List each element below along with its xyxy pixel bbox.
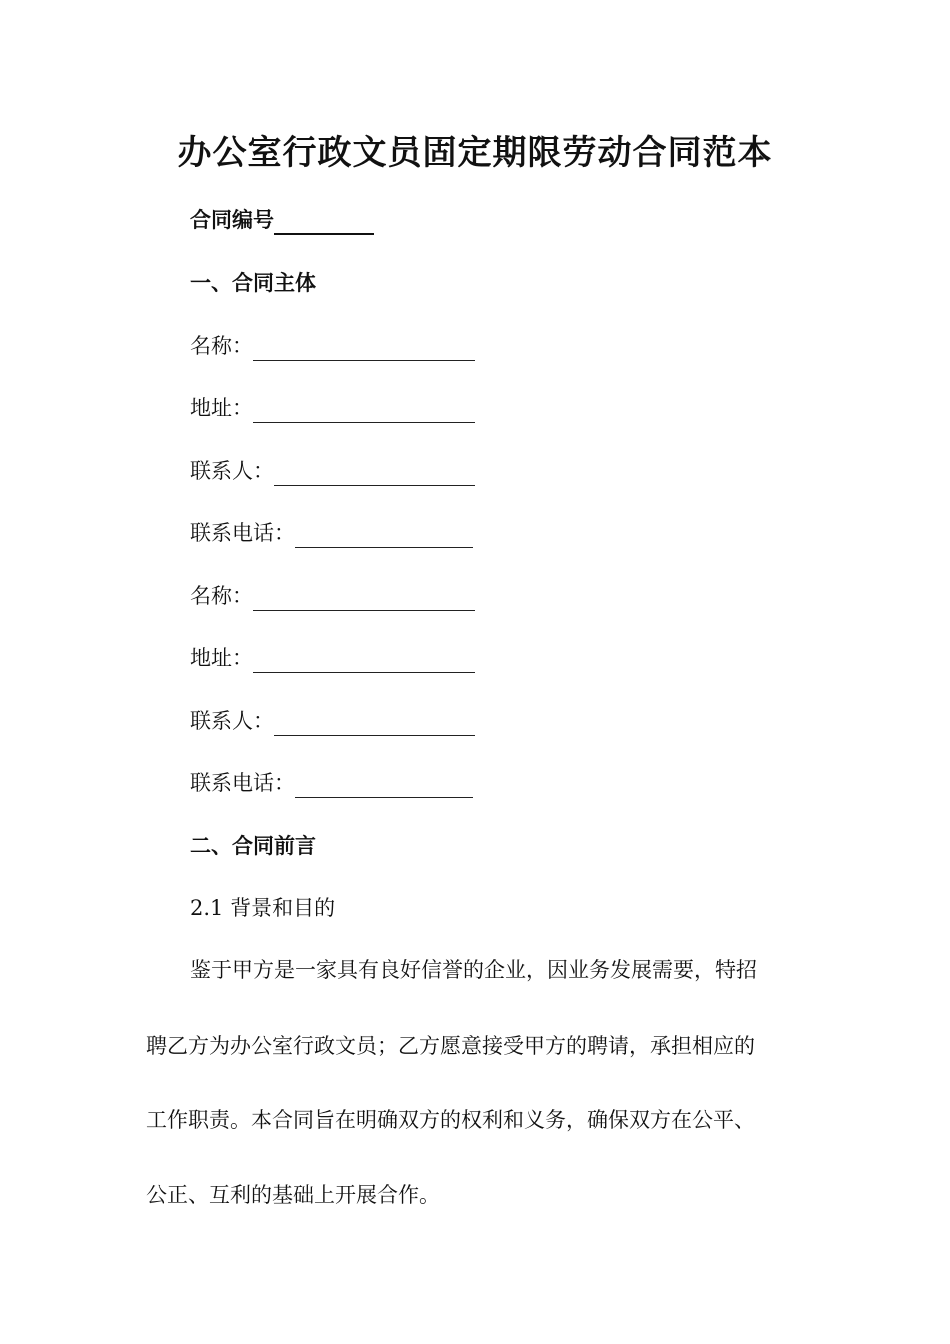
party-b-address-label: 地址： (190, 646, 253, 670)
party-a-name-label: 名称： (190, 334, 253, 358)
section2-heading: 二、合同前言 (190, 833, 316, 858)
party-b-phone-blank[interactable] (295, 775, 473, 798)
party-a-address-label: 地址： (190, 396, 253, 420)
party-b-name-blank[interactable] (253, 588, 475, 611)
party-b-name-row (190, 581, 475, 611)
contract-number-blank[interactable] (274, 211, 374, 235)
party-a-address-blank[interactable] (253, 400, 475, 423)
party-a-contact-row (190, 456, 475, 486)
party-a-phone-blank[interactable] (295, 525, 473, 548)
section1-heading: 一、合同主体 (190, 270, 316, 295)
party-b-address-row (190, 643, 475, 673)
preamble-line: 工作职责。本合同旨在明确双方的权利和义务，确保双方在公平、 (146, 1108, 755, 1132)
party-b-contact-blank[interactable] (274, 713, 475, 736)
party-a-contact-blank[interactable] (274, 463, 475, 486)
party-a-phone-label: 联系电话： (190, 521, 295, 545)
party-a-contact-label: 联系人： (190, 459, 274, 483)
party-a-name-row (190, 331, 475, 361)
subsection-2-1-heading: 2.1 背景和目的 (190, 896, 336, 920)
party-a-phone-row (190, 518, 473, 548)
preamble-line: 聘乙方为办公室行政文员；乙方愿意接受甲方的聘请，承担相应的 (146, 1034, 755, 1058)
party-b-phone-label: 联系电话： (190, 771, 295, 795)
party-a-address-row (190, 393, 475, 423)
preamble-line: 鉴于甲方是一家具有良好信誉的企业，因业务发展需要，特招 (190, 958, 757, 982)
document-title: 办公室行政文员固定期限劳动合同范本 (177, 133, 773, 173)
party-b-contact-row (190, 706, 475, 736)
party-b-address-blank[interactable] (253, 650, 475, 673)
party-b-name-label: 名称： (190, 584, 253, 608)
contract-number-label: 合同编号 (190, 207, 274, 232)
party-a-name-blank[interactable] (253, 338, 475, 361)
party-b-phone-row (190, 768, 473, 798)
preamble-line: 公正、互利的基础上开展合作。 (146, 1183, 440, 1207)
party-b-contact-label: 联系人： (190, 709, 274, 733)
contract-number-row (190, 205, 374, 235)
